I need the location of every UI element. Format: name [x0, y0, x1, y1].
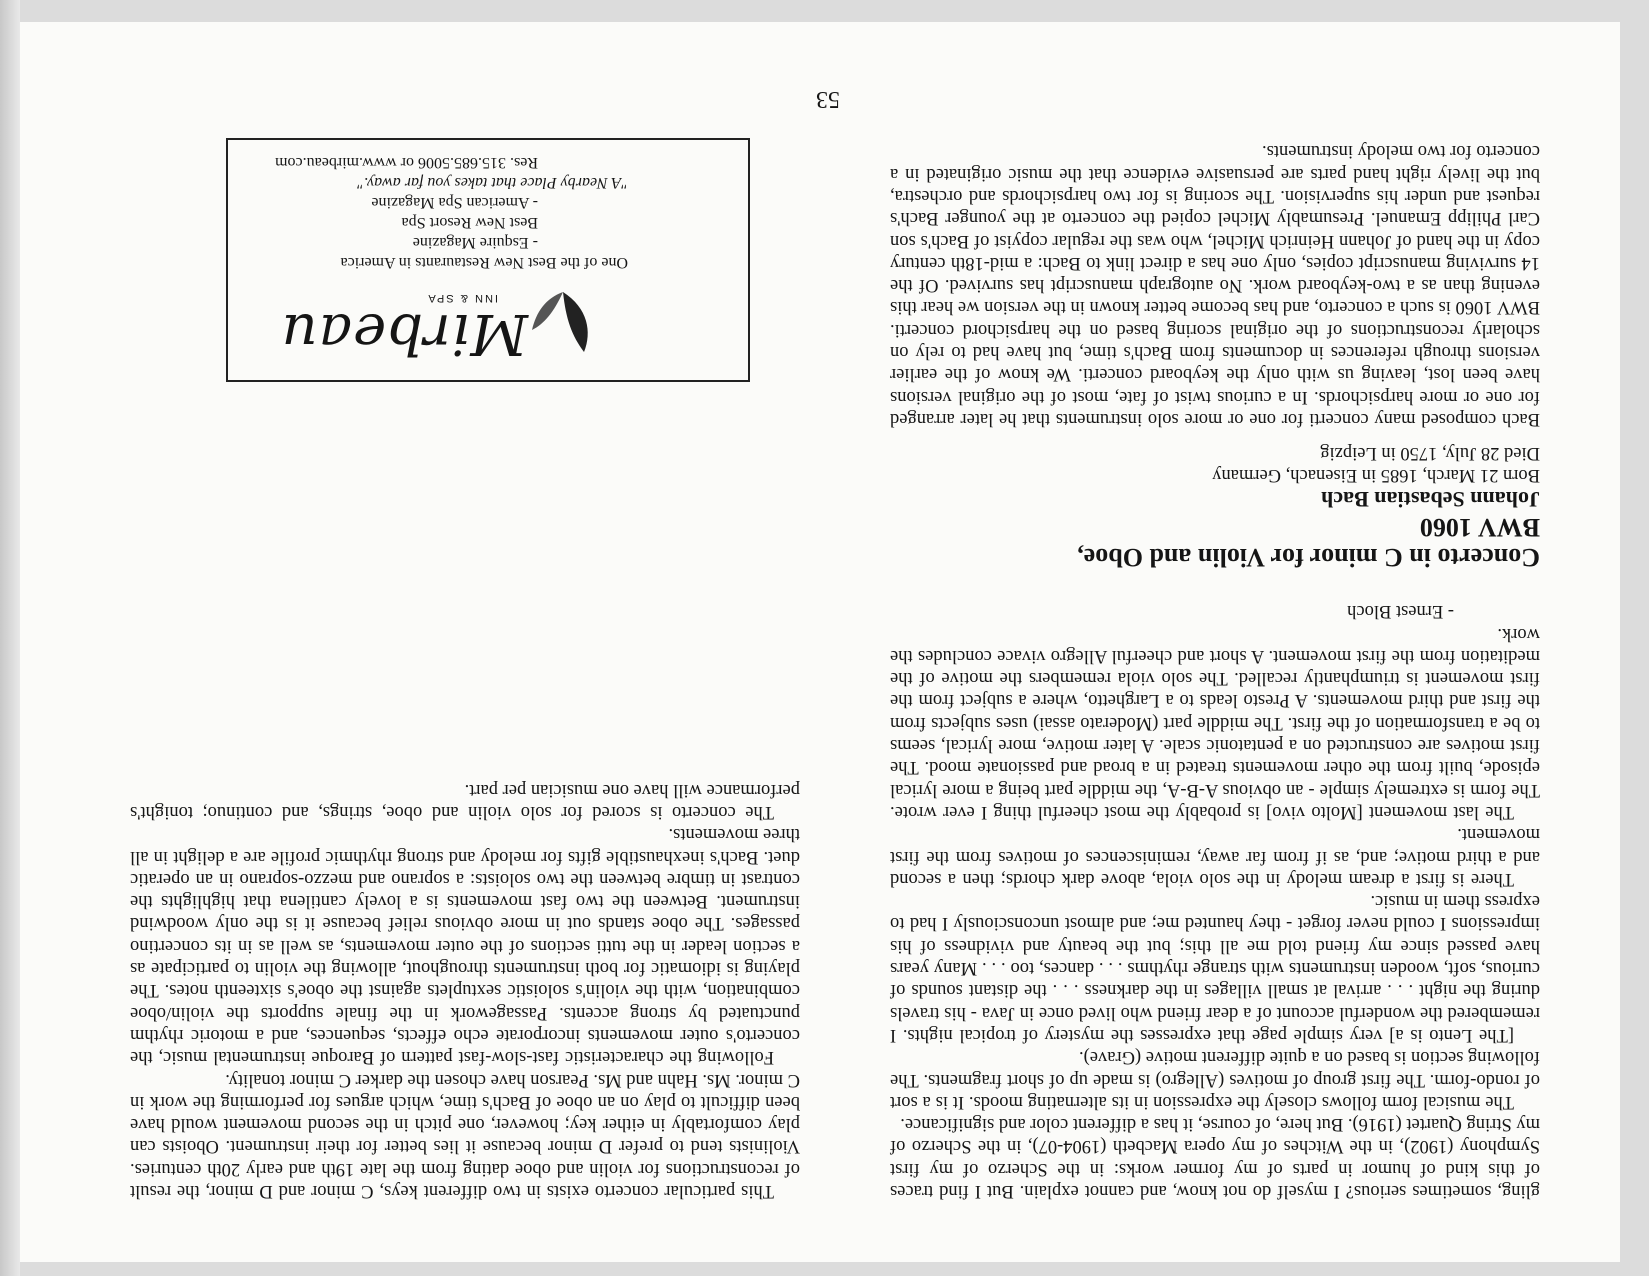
- bloch-paragraph: gling, sometimes serious? I myself do not know, and cannot explain. But I find traces of this kind of humor in parts of my former works: in the Scherzo of my first Symphony (1902), in the Witches of my opera Macbeth (1904-07), in the Scherzo of my String Quartet (1916). But here, of course, it has a different color and significance.: [890, 1114, 1540, 1201]
- concerto-title: Concerto in C minor for Violin and Oboe,: [1077, 542, 1540, 572]
- bloch-paragraph: [The Lento is a] very simple page that expresses the mystery of tropical nights. I remembered the wonderful account of a dear friend who lived once in Java - his travels during the night . . . arrival at small villages in the darkness . . . the distant sounds of curious, soft, wooden instruments with strange rhythms . . . dances, too . . . Many years have passed since my friend told me all this; but the beauty and vividness of his impressions I could never forget - they haunted me; and almost unconsciously I had to express them in music.: [890, 891, 1540, 1045]
- logo-wordmark: Mirbeau: [280, 301, 528, 366]
- composer-born: Born 21 March, 1685 in Eisenach, Germany: [1212, 464, 1540, 485]
- concerto-paragraph: The concerto is scored for solo violin and oboe, strings, and continuo; tonight's performance will have one musician per part.: [130, 779, 800, 822]
- composer-died: Died 28 July, 1750 in Leipzig: [1320, 442, 1540, 463]
- ad-line: - American Spa Magazine: [371, 194, 538, 211]
- concerto-paragraph: Bach composed many concerti for one or more solo instruments that he later arranged for one or more harpsichords. In a curious twist of fate, most of the original versions have been lost, leaving us with only the keyboard concerti. We know of the earlier versions through references in documents from Bach's time, but have had to rely on scholarly reconstructions of the original scoring based on the harpsichord concerti. BWV 1060 is such a concerto, and has become better known in the version we hear this evening than as a two-keyboard work. No autograph manuscript has survived. Of the 14 surviving manuscript copies, only one has a direct link to Bach: a mid-18th century copy in the hand of Johann Heinrich Michel, who was the regular copyist of Bach's son Carl Philipp Emanuel. Presumably Michel copied the concerto at the younger Bach's request and under his supervision. The scoring is for two harpsichords and orchestra, but the lively right hand parts are persuasive evidence that the music originated in a concerto for two melody instruments.: [890, 141, 1540, 429]
- program-page: [20, 22, 1620, 1262]
- composer-name: Johann Sebastian Bach: [1321, 486, 1540, 512]
- bloch-paragraph: There is first a dream melody in the solo viola, above dark chords; then a second and a third motive; and, as if from far away, reminiscences of motives from the first movement.: [890, 824, 1540, 889]
- ad-text: [275, 152, 628, 272]
- ad-line: Best New Resort Spa: [401, 214, 538, 231]
- leaf-icon: [528, 288, 598, 358]
- ad-line: - Esquire Magazine: [412, 234, 538, 251]
- ad-tagline: "A Nearby Place that takes you far away.": [357, 174, 628, 191]
- bloch-attribution: - Ernest Bloch: [1347, 601, 1454, 622]
- mirbeau-advertisement: [226, 138, 750, 382]
- page-number: 53: [816, 86, 840, 112]
- concerto-paragraph: Following the characteristic fast-slow-fast pattern of Baroque instrumental music, the concerto's outer movements incorporate echo effects, sequences, and a motoric rhythm punctuated by strong accents. Passagework in the finale supports the violin/oboe combination, with the violin's soloistic sextuplets against the oboe's sixteenth notes. The playing is idiomatic for both instruments throughout, allowing the violin to participate as a section leader in the tutti sections of the outer movements, as well as in its concertino passages. The oboe stands out in more obvious relief because it is the only woodwind instrument. Between the two fast movements is a lovely cantilena that highlights the contrast in timbre between the two soloists: a soprano and mezzo-soprano in an operatic duet. Bach's inexhaustible gifts for melody and strong rhythmic profile are a delight in all three movements.: [130, 824, 800, 1068]
- binding-shadow: [0, 0, 20, 1276]
- ad-contact: Res. 315.685.5006 or www.mirbeau.com: [275, 154, 538, 171]
- concerto-notes-column: [130, 778, 800, 1202]
- bloch-paragraph: The last movement [Molto vivo] is probably the most cheerful thing I ever wrote. The form is extremely simple - an obvious A-B-A, the middle part being a more lyrical episode, built from the other movements treated in a broad and passionate mood. The first motives are constructed on a pentatonic scale. A later motive, more lyrical, seems to be a transformation of the first. The middle part (Moderato assai) uses subjects from the first and third movements. A Presto leads to a Larghetto, where a subject from the first movement is triumphantly recalled. The solo viola remembers the motive of the meditation from the first movement. A short and cheerful Allegro vivace concludes the work.: [890, 623, 1540, 822]
- logo-subtitle: INN & SPA: [426, 292, 498, 304]
- concerto-catalog: BWV 1060: [1419, 512, 1540, 542]
- bloch-notes-column: [890, 140, 1540, 1202]
- ad-line: One of the Best New Restaurants in America: [340, 254, 628, 271]
- mirbeau-logo: [280, 286, 598, 366]
- bloch-paragraph: The musical form follows closely the expression in its alternating moods. It is a sort of rondo-form. The first group of motives (Allegro) is made up of short fragments. The following section is based on a quite different motive (Grave).: [890, 1047, 1540, 1112]
- concerto-paragraph: This particular concerto exists in two different keys, C minor and D minor, the result of reconstructions for violin and oboe dating from the late 19th and early 20th centuries. Violinists tend to prefer D minor because it lies better for their instrument. Oboists can play comfortably in either key; however, one pitch in the second movement would have been difficult to play on an oboe of Bach's time, which argues for performing the work in C minor. Ms. Hahn and Ms. Pearson have chosen the darker C minor tonality.: [130, 1069, 800, 1201]
